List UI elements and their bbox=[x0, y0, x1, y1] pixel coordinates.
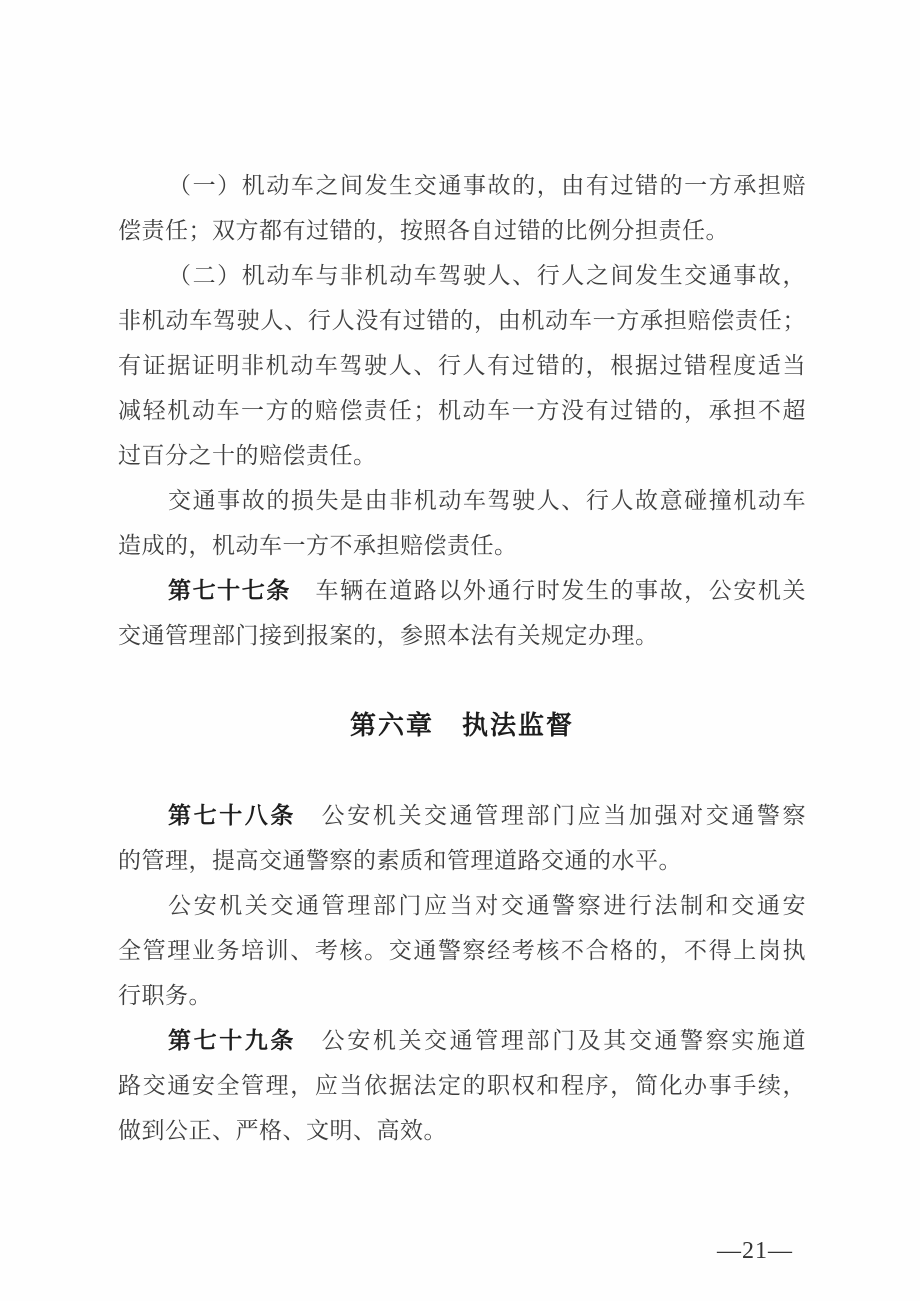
line-text: 造成的，机动车一方不承担赔偿责任。 bbox=[118, 533, 518, 558]
paragraph-line bbox=[118, 1108, 806, 1153]
document-body bbox=[118, 163, 806, 1153]
paragraph-line bbox=[118, 568, 806, 613]
line-text: 偿责任；双方都有过错的，按照各自过错的比例分担责任。 bbox=[118, 218, 729, 243]
line-text: （一）机动车之间发生交通事故的，由有过错的一方承担赔 bbox=[168, 173, 806, 198]
line-text: 的管理，提高交通警察的素质和管理道路交通的水平。 bbox=[118, 848, 682, 873]
paragraph-line bbox=[118, 343, 806, 388]
paragraph-line bbox=[118, 298, 806, 343]
line-text: 交通事故的损失是由非机动车驾驶人、行人故意碰撞机动车 bbox=[168, 488, 806, 513]
line-text: 做到公正、严格、文明、高效。 bbox=[118, 1118, 447, 1143]
line-text: 公安机关交通管理部门应当对交通警察进行法制和交通安 bbox=[168, 893, 806, 918]
line-text: 全管理业务培训、考核。交通警察经考核不合格的，不得上岗执 bbox=[118, 938, 806, 963]
line-text: 公安机关交通管理部门及其交通警察实施道 bbox=[296, 1028, 807, 1053]
paragraph-line bbox=[118, 1063, 806, 1108]
paragraph-line bbox=[118, 478, 806, 523]
line-text: （二）机动车与非机动车驾驶人、行人之间发生交通事故， bbox=[168, 263, 806, 288]
article-number: 第七十七条 bbox=[168, 578, 291, 603]
page-number: —21— bbox=[717, 1238, 793, 1264]
paragraph-line bbox=[118, 973, 806, 1018]
paragraph-line bbox=[118, 388, 806, 433]
paragraph-line bbox=[118, 883, 806, 928]
chapter-heading: 第六章 执法监督 bbox=[349, 711, 574, 740]
article-number: 第七十九条 bbox=[168, 1028, 297, 1053]
line-text: 行职务。 bbox=[118, 983, 212, 1008]
article-number: 第七十八条 bbox=[168, 803, 297, 828]
paragraph-line bbox=[118, 1018, 806, 1063]
line-text: 过百分之十的赔偿责任。 bbox=[118, 443, 377, 468]
line-text: 公安机关交通管理部门应当加强对交通警察 bbox=[296, 803, 807, 828]
paragraph-line bbox=[118, 208, 806, 253]
paragraph-line bbox=[118, 433, 806, 478]
paragraph-line bbox=[118, 523, 806, 568]
paragraph-line bbox=[118, 613, 806, 658]
paragraph-line bbox=[118, 253, 806, 298]
line-text: 减轻机动车一方的赔偿责任；机动车一方没有过错的，承担不超 bbox=[118, 398, 806, 423]
paragraph-line bbox=[118, 163, 806, 208]
paragraph-line bbox=[118, 793, 806, 838]
line-text: 路交通安全管理，应当依据法定的职权和程序，简化办事手续， bbox=[118, 1073, 806, 1098]
line-text: 有证据证明非机动车驾驶人、行人有过错的，根据过错程度适当 bbox=[118, 353, 806, 378]
line-text: 车辆在道路以外通行时发生的事故，公安机关 bbox=[290, 578, 807, 603]
paragraph-line bbox=[118, 838, 806, 883]
paragraph-line bbox=[118, 928, 806, 973]
line-text: 非机动车驾驶人、行人没有过错的，由机动车一方承担赔偿责任； bbox=[118, 308, 806, 333]
line-text: 交通管理部门接到报案的，参照本法有关规定办理。 bbox=[118, 623, 659, 648]
